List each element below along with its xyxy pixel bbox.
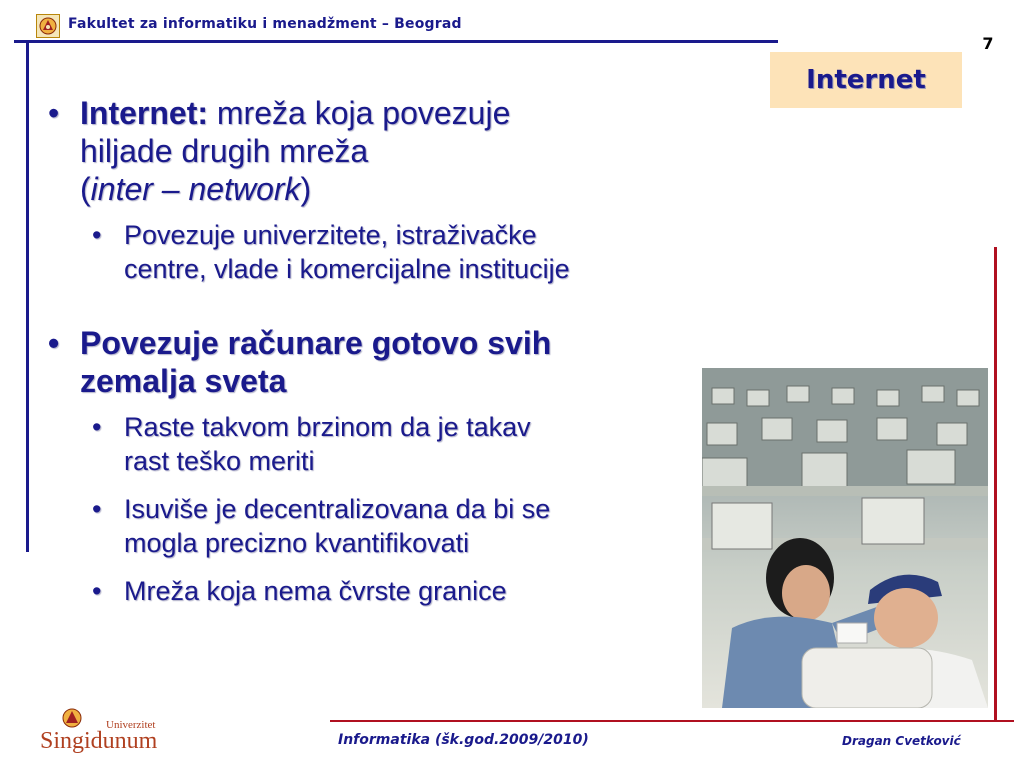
page-number: 7: [982, 34, 994, 53]
bullet-line: [80, 170, 698, 208]
sub-bullet-growth: [48, 410, 698, 478]
bullet-dot: •: [92, 576, 102, 606]
bullet-dot: •: [48, 95, 60, 131]
bullet-line: hiljade drugih mreža: [80, 133, 369, 169]
bullet-line: [80, 94, 698, 132]
footer-divider: [330, 720, 1014, 722]
slide-title-badge: Internet: [770, 52, 962, 108]
sub-bullet-line: Isuviše je decentralizovana da bi se: [124, 494, 551, 524]
bullet-internet-definition: [48, 94, 698, 208]
university-emblem-icon: [36, 14, 60, 38]
sub-bullet-line: Povezuje univerzitete, istraživačke: [124, 220, 537, 250]
bullet-dot: •: [92, 494, 102, 524]
sub-bullet-decentralized: [48, 492, 698, 560]
bullet-dot: •: [92, 220, 102, 250]
italic-term: inter – network: [90, 171, 301, 207]
bullet-line: Povezuje računare gotovo svih: [80, 325, 552, 361]
definition-text: mreža koja povezuje: [208, 95, 511, 131]
bullet-dot: •: [92, 412, 102, 442]
author-name: Dragan Cvetković: [842, 734, 961, 748]
right-vertical-rule: [994, 247, 997, 722]
sub-bullet-connects-institutions: [48, 218, 698, 286]
sub-bullet-line: Raste takvom brzinom da je takav: [124, 412, 531, 442]
bullet-dot: •: [48, 325, 60, 361]
logo-small-text: Univerzitet: [106, 719, 156, 731]
sub-bullet-line: Mreža koja nema čvrste granice: [124, 576, 507, 606]
course-title: Informatika (šk.god.2009/2010): [338, 732, 589, 748]
bullet-line: zemalja sveta: [80, 363, 287, 399]
computer-lab-students-photo: [702, 368, 988, 708]
slide-content: [48, 94, 698, 608]
paren-close: ): [300, 171, 312, 207]
sub-bullet-no-borders: [48, 574, 698, 608]
sub-bullet-line: centre, vlade i komercijalne institucije: [124, 254, 570, 284]
header-divider: [14, 40, 778, 43]
left-vertical-rule: [26, 40, 29, 552]
sub-bullet-line: mogla precizno kvantifikovati: [124, 528, 470, 558]
paren-open: (: [80, 171, 91, 207]
term-internet: Internet:: [80, 95, 208, 131]
singidunum-logo: [40, 706, 180, 754]
institution-name: Fakultet za informatiku i menadžment – Beograd: [68, 16, 462, 32]
logo-main-text: Singidunum: [40, 728, 158, 754]
sub-bullet-line: rast teško meriti: [124, 446, 315, 476]
bullet-connects-computers: [48, 324, 698, 400]
